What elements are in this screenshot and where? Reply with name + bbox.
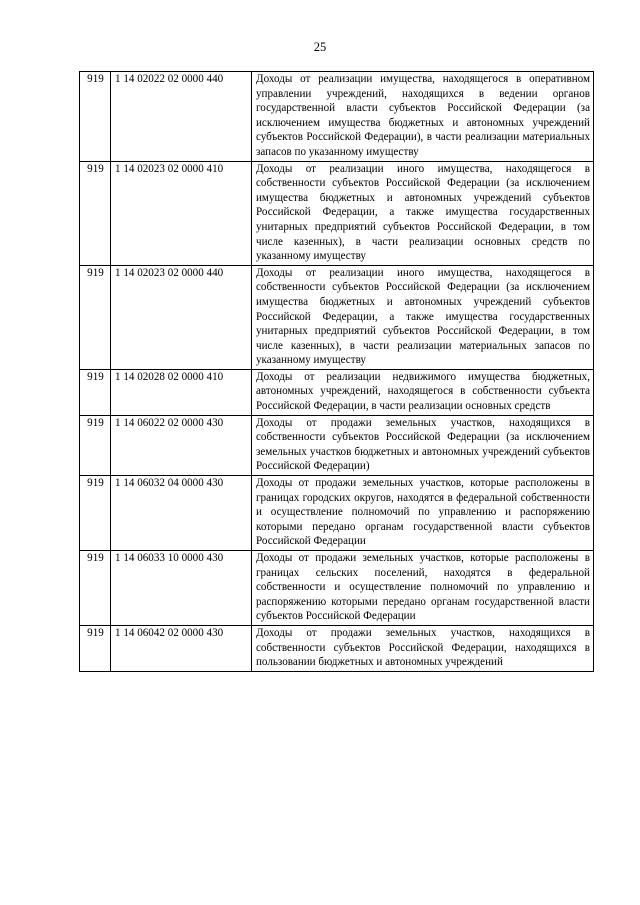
revenue-description-cell: Доходы от реализации иного имущества, находящегося в собственности субъектов Российской Федерации (за исключением имущества бюджетных и автономных учреждений субъектов Российской Федерации, а также имущества государственных унитарных предприятий субъектов Российской Федерации, в том числе казенных), в части реализации материальных запасов по указанному имуществу: [252, 265, 594, 369]
admin-code-cell: 919: [80, 551, 111, 626]
revenue-code-cell: 1 14 02023 02 0000 410: [111, 161, 252, 265]
admin-code-cell: 919: [80, 415, 111, 475]
revenue-description-cell: Доходы от реализации недвижимого имущества бюджетных, автономных учреждений, находящегося в собственности субъекта Российской Федерации, в части реализации основных средств: [252, 369, 594, 415]
admin-code-cell: 919: [80, 625, 111, 671]
revenue-codes-table: [79, 71, 594, 672]
revenue-code-cell: 1 14 06022 02 0000 430: [111, 415, 252, 475]
page-number: 25: [313, 40, 327, 54]
revenue-code-cell: 1 14 02028 02 0000 410: [111, 369, 252, 415]
admin-code-cell: 919: [80, 72, 111, 162]
revenue-code-cell: 1 14 02023 02 0000 440: [111, 265, 252, 369]
table-row: [80, 415, 594, 475]
revenue-description-cell: Доходы от реализации имущества, находящегося в оперативном управлении учреждений, находящихся в ведении органов государственной власти субъектов Российской Федерации (за исключением имущества бюджетных и автономных учреждений субъектов Российской Федерации), в части реализации материальных запасов по указанному имуществу: [252, 72, 594, 162]
admin-code-cell: 919: [80, 476, 111, 551]
table-row: [80, 625, 594, 671]
table-row: [80, 72, 594, 162]
admin-code-cell: 919: [80, 265, 111, 369]
revenue-description-cell: Доходы от продажи земельных участков, находящихся в собственности субъектов Российской Федерации (за исключением земельных участков бюджетных и автономных учреждений субъектов Российской Федерации): [252, 415, 594, 475]
table-row: [80, 551, 594, 626]
table-body: [80, 72, 594, 672]
table-row: [80, 476, 594, 551]
revenue-code-cell: 1 14 06033 10 0000 430: [111, 551, 252, 626]
revenue-description-cell: Доходы от реализации иного имущества, находящегося в собственности субъектов Российской Федерации (за исключением имущества бюджетных и автономных учреждений субъектов Российской Федерации, а также имущества государственных унитарных предприятий субъектов Российской Федерации, в том числе казенных), в части реализации основных средств по указанному имуществу: [252, 161, 594, 265]
table-row: [80, 265, 594, 369]
revenue-description-cell: Доходы от продажи земельных участков, которые расположены в границах сельских поселений, находятся в федеральной собственности и осуществление полномочий по управлению и распоряжению которыми передано органам государственной власти субъектов Российской Федерации: [252, 551, 594, 626]
revenue-code-cell: 1 14 06032 04 0000 430: [111, 476, 252, 551]
table-row: [80, 369, 594, 415]
revenue-description-cell: Доходы от продажи земельных участков, которые расположены в границах городских округов, находятся в федеральной собственности и осуществление полномочий по управлению и распоряжению которыми передано органам государственной власти субъектов Российской Федерации: [252, 476, 594, 551]
admin-code-cell: 919: [80, 369, 111, 415]
revenue-code-cell: 1 14 06042 02 0000 430: [111, 625, 252, 671]
revenue-code-cell: 1 14 02022 02 0000 440: [111, 72, 252, 162]
admin-code-cell: 919: [80, 161, 111, 265]
table-row: [80, 161, 594, 265]
revenue-description-cell: Доходы от продажи земельных участков, находящихся в собственности субъектов Российской Федерации, находящихся в пользовании бюджетных и автономных учреждений: [252, 625, 594, 671]
